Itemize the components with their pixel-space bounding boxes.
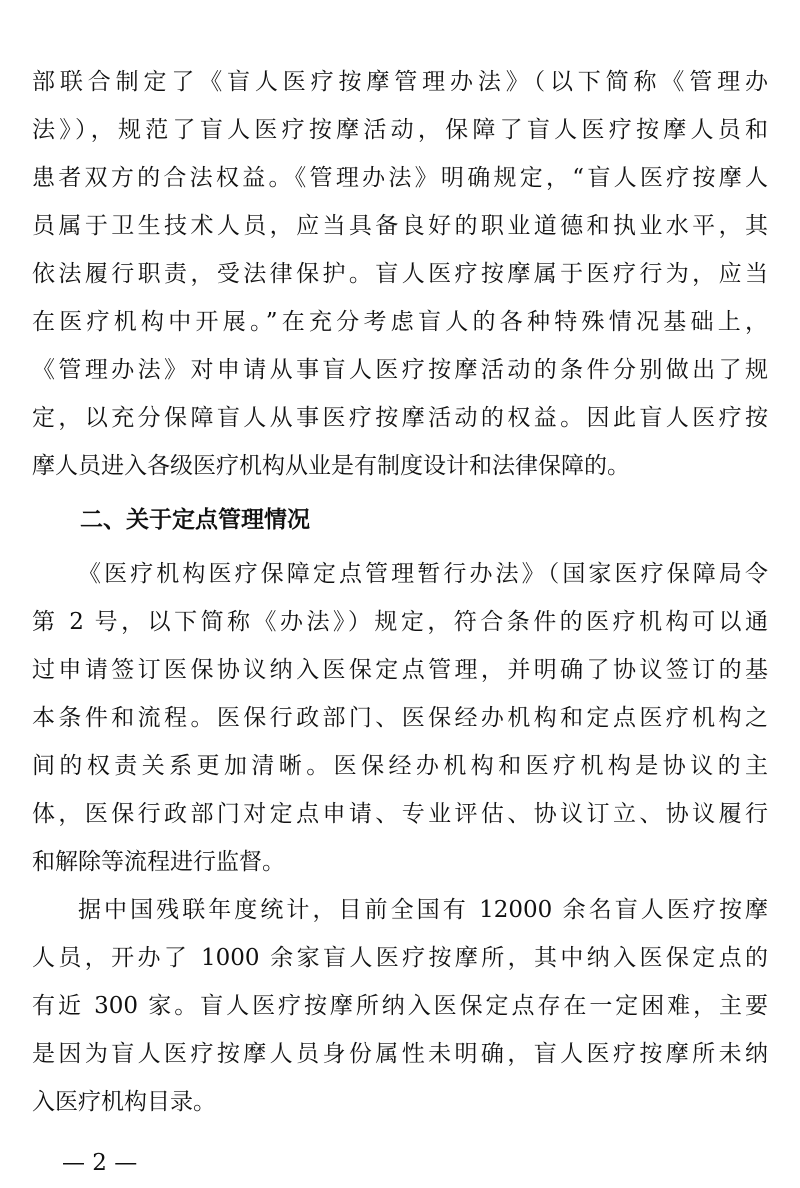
paragraph-2-line-3: 过申请签订医保协议纳入医保定点管理，并明确了协议签订的基 (32, 657, 768, 683)
paragraph-3-line-2: 人员，开办了 1000 余家盲人医疗按摩所，其中纳入医保定点的 (32, 945, 768, 971)
paragraph-2-line-2: 第 2 号，以下简称《办法》）规定，符合条件的医疗机构可以通 (32, 609, 768, 635)
paragraph-2-line-7: 和解除等流程进行监督。 (32, 849, 285, 875)
paragraph-2-line-5: 间的权责关系更加清晰。医保经办机构和医疗机构是协议的主 (32, 753, 768, 779)
paragraph-3-line-1: 据中国残联年度统计，目前全国有 12000 余名盲人医疗按摩 (78, 897, 768, 923)
paragraph-1-line-8: 定，以充分保障盲人从事医疗按摩活动的权益。因此盲人医疗按 (32, 405, 768, 431)
paragraph-1-line-9: 摩人员进入各级医疗机构从业是有制度设计和法律保障的。 (32, 453, 630, 479)
paragraph-1-line-7: 《管理办法》对申请从事盲人医疗按摩活动的条件分别做出了规 (32, 357, 768, 383)
paragraph-1-line-2: 法》），规范了盲人医疗按摩活动，保障了盲人医疗按摩人员和 (32, 117, 768, 143)
paragraph-2-line-6: 体，医保行政部门对定点申请、专业评估、协议订立、协议履行 (32, 801, 768, 827)
paragraph-3-line-4: 是因为盲人医疗按摩人员身份属性未明确，盲人医疗按摩所未纳 (32, 1041, 768, 1067)
page-number: — 2 — (62, 1150, 138, 1176)
paragraph-3-line-5: 入医疗机构目录。 (32, 1089, 216, 1115)
paragraph-1-line-3: 患者双方的合法权益。《管理办法》明确规定，“盲人医疗按摩人 (32, 165, 768, 191)
paragraph-1-line-4: 员属于卫生技术人员，应当具备良好的职业道德和执业水平，其 (32, 213, 768, 239)
paragraph-2-line-4: 本条件和流程。医保行政部门、医保经办机构和定点医疗机构之 (32, 705, 768, 731)
paragraph-1-line-6: 在医疗机构中开展。”在充分考虑盲人的各种特殊情况基础上， (32, 309, 768, 335)
paragraph-1-line-1: 部联合制定了《盲人医疗按摩管理办法》（以下简称《管理办 (32, 69, 768, 95)
paragraph-2-line-1: 《医疗机构医疗保障定点管理暂行办法》（国家医疗保障局令 (78, 561, 768, 587)
paragraph-3-line-3: 有近 300 家。盲人医疗按摩所纳入医保定点存在一定困难，主要 (32, 993, 768, 1019)
paragraph-1-line-5: 依法履行职责，受法律保护。盲人医疗按摩属于医疗行为，应当 (32, 261, 768, 287)
section-heading: 二、关于定点管理情况 (80, 507, 310, 533)
